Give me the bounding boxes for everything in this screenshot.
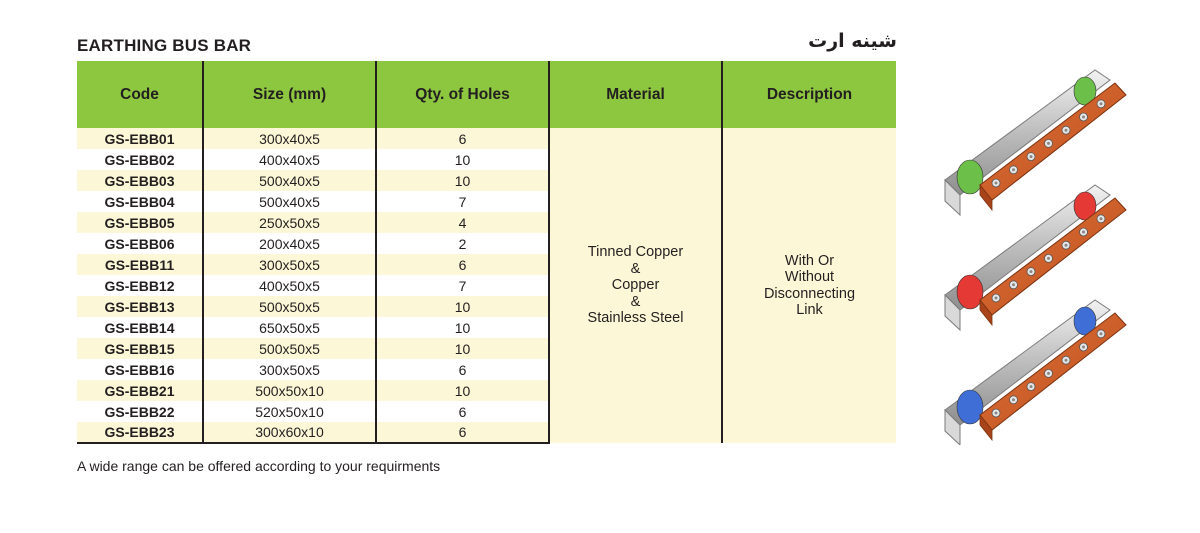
bus-bar-illustration: [930, 55, 1140, 445]
cell-holes: 7: [376, 191, 549, 212]
bolt-center: [1030, 155, 1033, 158]
bolt-center: [1065, 129, 1068, 132]
cell-holes: 6: [376, 359, 549, 380]
page-title-farsi: شینه ارت: [808, 30, 897, 52]
bolt-center: [1012, 168, 1015, 171]
cell-size: 500x50x5: [203, 296, 376, 317]
material-line: &: [630, 293, 641, 310]
cell-code: GS-EBB04: [77, 191, 203, 212]
bolt-center: [1082, 346, 1085, 349]
cell-holes: 6: [376, 254, 549, 275]
cell-description: [722, 128, 896, 443]
bolt-center: [995, 412, 998, 415]
description-line: Without: [784, 269, 835, 285]
bolt-center: [1100, 332, 1103, 335]
bolt-center: [1012, 398, 1015, 401]
cell-holes: 10: [376, 170, 549, 191]
header-code: Code: [77, 61, 203, 128]
cell-holes: 2: [376, 233, 549, 254]
description-line: With Or: [784, 252, 835, 269]
footnote: A wide range can be offered according to your requirments: [77, 458, 441, 474]
material-line: Tinned Copper: [587, 244, 684, 261]
header-size: Size (mm): [203, 61, 376, 128]
cell-code: GS-EBB12: [77, 275, 203, 296]
bolt-center: [995, 297, 998, 300]
insulator-icon: [957, 275, 983, 309]
cell-holes: 10: [376, 338, 549, 359]
spec-table: [77, 61, 896, 444]
insulator-icon: [957, 390, 983, 424]
description-line: Disconnecting: [763, 285, 856, 302]
cell-size: 300x60x10: [203, 422, 376, 443]
insulator-icon: [957, 160, 983, 194]
cell-size: 200x40x5: [203, 233, 376, 254]
bolt-center: [1030, 385, 1033, 388]
cell-size: 400x50x5: [203, 275, 376, 296]
cell-code: GS-EBB02: [77, 149, 203, 170]
bolt-center: [1100, 102, 1103, 105]
bolt-center: [1047, 372, 1050, 375]
cell-size: 520x50x10: [203, 401, 376, 422]
bus-bar-assembly: [945, 300, 1126, 445]
bolt-center: [995, 182, 998, 185]
cell-code: GS-EBB05: [77, 212, 203, 233]
cell-holes: 10: [376, 296, 549, 317]
bolt-center: [1047, 142, 1050, 145]
cell-holes: 7: [376, 275, 549, 296]
cell-size: 300x50x5: [203, 254, 376, 275]
cell-size: 500x40x5: [203, 170, 376, 191]
cell-holes: 6: [376, 401, 549, 422]
cell-code: GS-EBB11: [77, 254, 203, 275]
cell-code: GS-EBB06: [77, 233, 203, 254]
bolt-center: [1047, 257, 1050, 260]
cell-size: 500x50x5: [203, 338, 376, 359]
cell-code: GS-EBB13: [77, 296, 203, 317]
cell-code: GS-EBB21: [77, 380, 203, 401]
bolt-center: [1065, 359, 1068, 362]
header-holes: Qty. of Holes: [376, 61, 549, 128]
table-row: [77, 128, 896, 149]
cell-holes: 10: [376, 380, 549, 401]
cell-holes: 4: [376, 212, 549, 233]
cell-code: GS-EBB01: [77, 128, 203, 149]
cell-holes: 10: [376, 149, 549, 170]
bolt-center: [1030, 270, 1033, 273]
cell-size: 300x40x5: [203, 128, 376, 149]
material-line: &: [630, 260, 641, 277]
page-title: EARTHING BUS BAR: [77, 36, 252, 55]
cell-holes: 6: [376, 128, 549, 149]
bolt-center: [1100, 217, 1103, 220]
header-material: Material: [549, 61, 722, 128]
cell-holes: 6: [376, 422, 549, 443]
material-line: Stainless Steel: [587, 310, 684, 327]
cell-size: 500x40x5: [203, 191, 376, 212]
bolt-center: [1012, 283, 1015, 286]
cell-size: 500x50x10: [203, 380, 376, 401]
cell-size: 400x40x5: [203, 149, 376, 170]
cell-size: 250x50x5: [203, 212, 376, 233]
description-line: Link: [796, 302, 823, 318]
cell-size: 650x50x5: [203, 317, 376, 338]
bolt-center: [1065, 244, 1068, 247]
cell-code: GS-EBB23: [77, 422, 203, 443]
table-header-row: [77, 61, 896, 128]
material-line: Copper: [611, 277, 660, 294]
bolt-center: [1082, 231, 1085, 234]
cell-code: GS-EBB15: [77, 338, 203, 359]
cell-size: 300x50x5: [203, 359, 376, 380]
bolt-center: [1082, 116, 1085, 119]
header-description: Description: [722, 61, 896, 128]
cell-material: [549, 128, 722, 443]
cell-code: GS-EBB14: [77, 317, 203, 338]
cell-holes: 10: [376, 317, 549, 338]
cell-code: GS-EBB22: [77, 401, 203, 422]
cell-code: GS-EBB16: [77, 359, 203, 380]
cell-code: GS-EBB03: [77, 170, 203, 191]
